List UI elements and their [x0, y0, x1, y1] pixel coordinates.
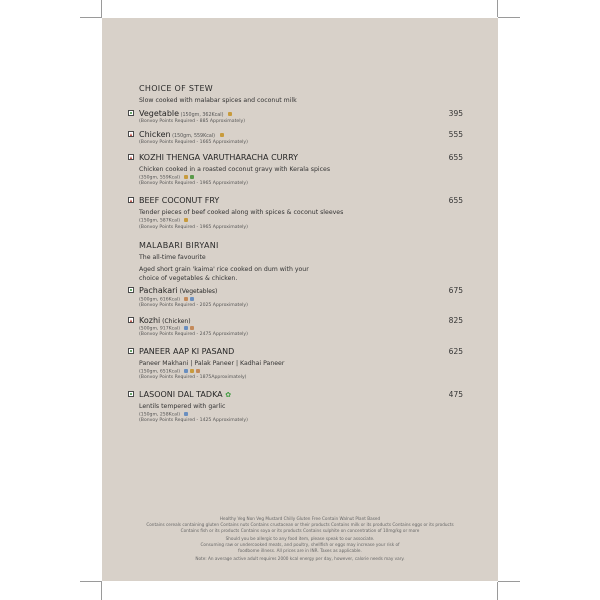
- item-price: 655: [448, 196, 463, 205]
- veg-icon: [128, 287, 134, 293]
- item-name: Kozhi: [139, 316, 161, 325]
- veg-icon: [128, 110, 134, 116]
- menu-item-chicken: [128, 130, 468, 140]
- item-points: (Bonvoy Points Required - 1665 Approximately): [139, 140, 248, 145]
- item-points: (Bonvoy Points Required - 1965 Approximately): [139, 225, 248, 230]
- item-points: (Bonvoy Points Required - 1965 Approximately): [139, 181, 248, 186]
- menu-item-kozhi: [128, 316, 468, 326]
- menu-item-kozhi-thenga: [128, 153, 468, 163]
- chilly-icon: [190, 175, 194, 179]
- item-quantity: (150gm, 362Kcal): [179, 113, 224, 118]
- crop-mark: [497, 0, 498, 17]
- section-subtitle-biryani: The all-time favourite: [139, 254, 206, 261]
- veg-icon: [128, 348, 134, 354]
- crop-mark: [498, 17, 520, 18]
- non-veg-icon: [128, 131, 134, 137]
- menu-item-dal: [128, 390, 468, 400]
- raw-food-note: Consuming raw or undercooked meats, and poultry, shellfish or eggs may increase your risk of: [200, 542, 400, 547]
- item-desc: Tender pieces of beef cooked along with spices & coconut sleeves: [139, 209, 344, 216]
- mustard-icon: [184, 175, 188, 179]
- item-desc: Lentils tempered with garlic: [139, 403, 226, 410]
- item-name: LASOONI DAL TADKA: [139, 390, 223, 399]
- item-name: PANEER AAP KI PASAND: [139, 347, 235, 356]
- gluten-icon: [196, 369, 200, 373]
- item-points: (Bonvoy Points Required - 2475 Approximately): [139, 332, 248, 337]
- item-points: (Bonvoy Points Required - 1875Approximately): [139, 375, 247, 380]
- calorie-note: Note: An average active adult requires 2000 kcal energy per day, however, calorie needs may vary.: [195, 556, 405, 561]
- item-price: 395: [448, 109, 463, 118]
- item-name: KOZHI THENGA VARUTHARACHA CURRY: [139, 153, 298, 162]
- item-points: (Bonvoy Points Required - 2025 Approximately): [139, 303, 248, 308]
- item-quantity: (350gm, 559Kcal): [139, 175, 181, 181]
- item-price: 625: [448, 347, 463, 356]
- section-desc-stew: Slow cooked with malabar spices and coconut milk: [139, 97, 297, 104]
- mustard-icon: [228, 112, 232, 116]
- menu-item-beef: [128, 196, 468, 206]
- menu-item-paneer: [128, 347, 468, 357]
- gluten-icon: [184, 297, 188, 301]
- plant-based-leaf-icon: ✿: [225, 391, 232, 399]
- item-price: 555: [448, 130, 463, 139]
- milk-icon: [184, 369, 188, 373]
- allergy-note: Should you be allergic to any food item, please speak to our associate.: [225, 536, 375, 541]
- item-price: 655: [448, 153, 463, 162]
- item-quantity: (500gm, 616Kcal): [139, 297, 181, 303]
- item-name: BEEF COCONUT FRY: [139, 196, 220, 205]
- non-veg-icon: [128, 197, 134, 203]
- section-title-stew: CHOICE OF STEW: [139, 84, 214, 93]
- item-quantity: (150gm, 651Kcal): [139, 369, 181, 375]
- item-quantity: (150gm, 559Kcal): [170, 134, 216, 139]
- menu-item-pachakari: [128, 286, 468, 296]
- legend-line-2: Contains cereals containing gluten Contains nuts Contains crustacean or their products Contains milk or its products Contains eggs or its products: [146, 522, 454, 527]
- milk-icon: [190, 297, 194, 301]
- item-name: Pachakari: [139, 286, 178, 295]
- crop-mark: [498, 581, 520, 582]
- item-price: 675: [448, 286, 463, 295]
- milk-icon: [184, 326, 188, 330]
- mustard-icon: [220, 133, 224, 137]
- prices-note: foodborne illness. All prices are in INR. Taxes as applicable.: [238, 548, 362, 553]
- section-desc-biryani: Aged short grain 'kaima' rice cooked on dum with your: [139, 266, 309, 273]
- item-name: Vegetable: [139, 109, 180, 118]
- mustard-icon: [184, 218, 188, 222]
- item-desc: Paneer Makhani | Palak Paneer | Kadhai Paneer: [139, 360, 285, 367]
- item-desc: Chicken cooked in a roasted coconut gravy with Kerala spices: [139, 166, 331, 173]
- section-title-biryani: MALABARI BIRYANI: [139, 241, 219, 250]
- mustard-icon: [190, 369, 194, 373]
- gluten-icon: [190, 326, 194, 330]
- legend-line-1: Healthy Veg Non Veg Mustard Chilly Gluten Free Contain Walnut Plant Based: [219, 516, 381, 521]
- crop-mark: [80, 581, 102, 582]
- item-price: 475: [448, 390, 463, 399]
- milk-icon: [184, 412, 188, 416]
- crop-mark: [101, 582, 102, 600]
- crop-mark: [101, 0, 102, 17]
- item-suffix: (Vegetables): [177, 288, 218, 295]
- item-name: Chicken: [139, 130, 171, 139]
- non-veg-icon: [128, 154, 134, 160]
- veg-icon: [128, 391, 134, 397]
- item-quantity: (150gm, 587Kcal): [139, 218, 181, 224]
- item-suffix: (Chicken): [160, 318, 191, 325]
- item-quantity: (150gm, 258Kcal): [139, 412, 181, 418]
- item-points: (Bonvoy Points Required - 1425 Approximately): [139, 418, 248, 423]
- menu-page: [102, 18, 498, 581]
- crop-mark: [497, 582, 498, 600]
- section-desc-biryani-2: choice of vegetables & chicken.: [139, 275, 238, 282]
- item-points: (Bonvoy Points Required - 885 Approximately): [139, 119, 246, 124]
- item-price: 825: [448, 316, 463, 325]
- legend-line-3: Contains fish or its products Contains soya or its products Contains sulphite on concentration of 10mg/kg or more: [180, 528, 420, 533]
- menu-item-vegetable: [128, 109, 468, 119]
- crop-mark: [80, 17, 102, 18]
- item-quantity: (500gm, 917Kcal): [139, 326, 181, 332]
- non-veg-icon: [128, 317, 134, 323]
